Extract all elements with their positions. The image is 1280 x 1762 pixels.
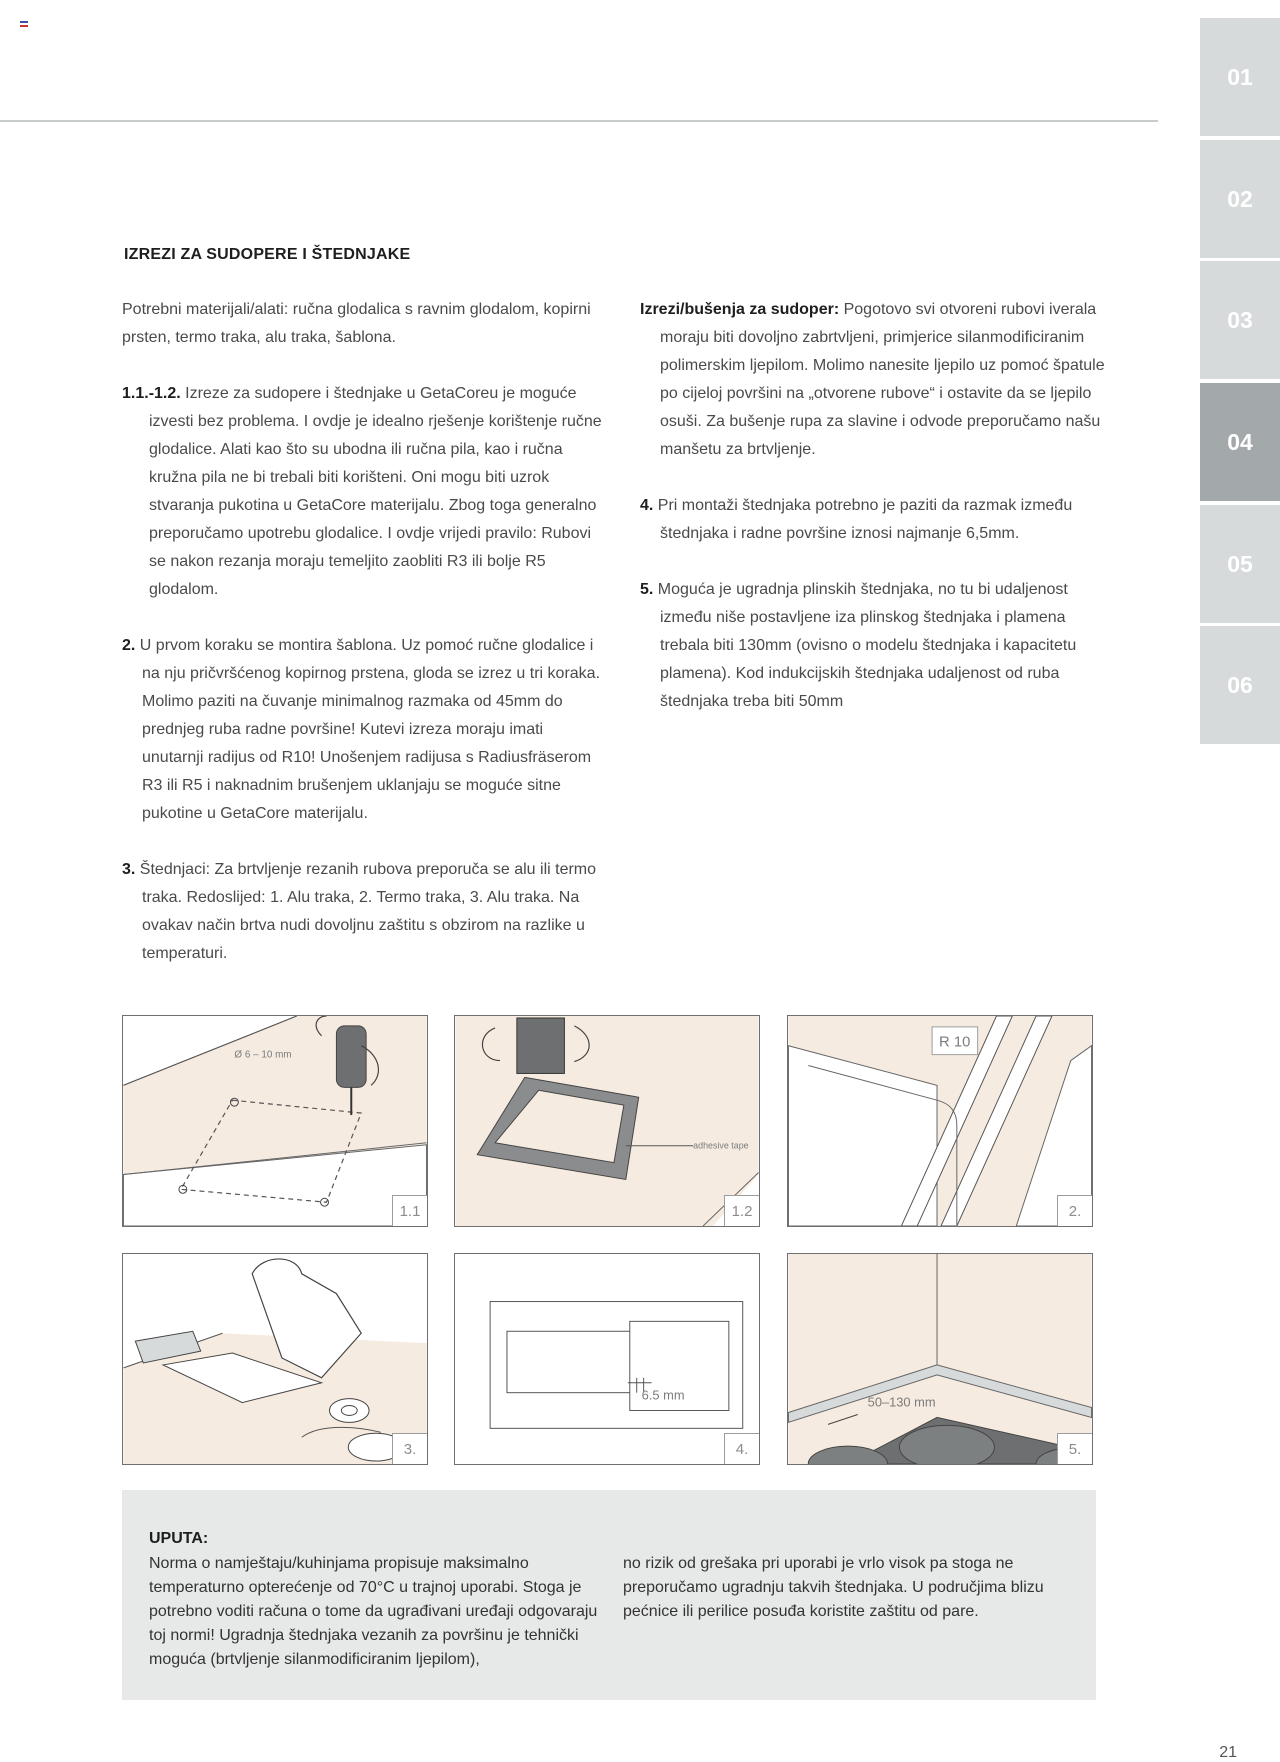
- step-2-number: 2.: [122, 637, 136, 654]
- figure-1-1-drawing: [123, 1016, 427, 1226]
- figure-2-annotation: R 10: [939, 1034, 971, 1051]
- right-column: [640, 296, 1110, 716]
- left-column: [122, 296, 602, 968]
- step-1-text: Izreze za sudopere i štednjake u GetaCoreu je moguće izvesti bez problema. I ovdje je idealno rješenje korištenje ručne glodalice. Alati kao što su ubodna ili ručna pila, kao i ručna kružna pila ne bi trebali biti korišteni. Oni mogu biti uzrok stvaranja pukotina u GetaCore materijalu. Zbog toga generalno preporučamo upotrebu glodalice. I ovdje vrijedi pravilo: Rubovi se nakon rezanja moraju temeljito zaobliti R3 ili bolje R5 glodalom.: [149, 385, 602, 598]
- note-column-2: no rizik od grešaka pri uporabi je vrlo visok pa stoga ne preporučamo ugradnju takvih štednjaka. U područjima blizu pećnice ili perilice posuđa koristite zaštitu od pare.: [623, 1555, 1044, 1620]
- figure-1-1-annotation: Ø 6 – 10 mm: [234, 1049, 292, 1061]
- sink-cutout-title: Izrezi/bušenja za sudoper:: [640, 301, 840, 318]
- figure-5: [787, 1253, 1093, 1465]
- figure-2-label: 2.: [1057, 1195, 1092, 1226]
- tab-04[interactable]: 04: [1200, 383, 1280, 501]
- tab-02[interactable]: 02: [1200, 140, 1280, 258]
- figure-3-label: 3.: [392, 1433, 427, 1464]
- figure-4-annotation: 6.5 mm: [641, 1387, 685, 1403]
- sink-cutout-paragraph: [640, 296, 1110, 464]
- page-number: 21: [1219, 1744, 1237, 1761]
- step-5-number: 5.: [640, 581, 654, 598]
- step-1-paragraph: [122, 380, 602, 604]
- tab-01[interactable]: 01: [1200, 18, 1280, 136]
- header-divider: [0, 120, 1158, 122]
- step-3-paragraph: [122, 856, 602, 968]
- tab-06[interactable]: 06: [1200, 626, 1280, 744]
- intro-paragraph: Potrebni materijali/alati: ručna glodalica s ravnim glodalom, kopirni prsten, termo traka, alu traka, šablona.: [122, 301, 591, 346]
- figure-1-2: [454, 1015, 760, 1227]
- step-1-number: 1.1.-1.2.: [122, 385, 181, 402]
- figure-1-2-drawing: [455, 1016, 759, 1226]
- sink-cutout-text: Pogotovo svi otvoreni rubovi iverala moraju biti dovoljno zabrtvljeni, primjerice silanmodificiranim polimerskim ljepilom. Molimo nanesite ljepilo uz pomoć špatule po cijeloj površini na „otvorene rubove“ i ostavite da se ljepilo osuši. Za bušenje rupa za slavine i odvode preporučamo našu manšetu za brtvljenje.: [660, 301, 1105, 458]
- figure-5-annotation: 50–130 mm: [867, 1394, 936, 1410]
- figure-1-2-label: 1.2: [724, 1195, 759, 1226]
- figure-3: [122, 1253, 428, 1465]
- tab-05[interactable]: 05: [1200, 505, 1280, 623]
- figure-1-1: [122, 1015, 428, 1227]
- tab-03[interactable]: 03: [1200, 261, 1280, 379]
- figure-1-2-annotation: adhesive tape: [693, 1140, 749, 1151]
- step-3-text: Štednjaci: Za brtvljenje rezanih rubova preporuča se alu ili termo traka. Redoslijed: 1. Alu traka, 2. Termo traka, 3. Alu traka. Na ovakav način brtva nudi dovoljnu zaštitu s obzirom na razlike u temperaturi.: [139, 861, 597, 962]
- step-4-number: 4.: [640, 497, 654, 514]
- step-2-text: U prvom koraku se montira šablona. Uz pomoć ručne glodalice i na nju pričvršćenog kopirnog prstena, gloda se izrez u tri koraka. Molimo paziti na čuvanje minimalnog razmaka od 45mm do prednjeg ruba radne površine! Kutevi izreza moraju imati unutarnji radijus od R10! Unošenjem radijusa s Radiusfräserom R3 ili R5 i naknadnim brušenjem uklanjaju se moguće sitne pukotine u GetaCore materijalu.: [139, 637, 601, 822]
- figure-4-drawing: [455, 1254, 759, 1464]
- step-5-paragraph: [640, 576, 1110, 716]
- note-title: UPUTA:: [149, 1530, 209, 1547]
- section-heading: IZREZI ZA SUDOPERE I ŠTEDNJAKE: [124, 246, 411, 263]
- figure-3-drawing: [123, 1254, 427, 1464]
- figure-4: [454, 1253, 760, 1465]
- step-2-paragraph: [122, 632, 602, 828]
- flag-icon: [20, 21, 28, 27]
- figure-2: [787, 1015, 1093, 1227]
- figure-1-1-label: 1.1: [392, 1195, 427, 1226]
- note-column-1: Norma o namještaju/kuhinjama propisuje maksimalno temperaturno opterećenje od 70°C u trajnoj uporabi. Stoga je potrebno voditi računa o tome da ugrađivani uređaji odgovaraju toj normi! Ugradnja štednjaka vezanih za površinu je tehnički moguća (brtvljenje silanmodificiranim ljepilom),: [149, 1555, 598, 1668]
- step-3-number: 3.: [122, 861, 136, 878]
- figure-4-label: 4.: [724, 1433, 759, 1464]
- figure-5-drawing: [788, 1254, 1092, 1464]
- figure-2-drawing: [788, 1016, 1092, 1226]
- note-box: [122, 1490, 1096, 1700]
- step-5-text: Moguća je ugradnja plinskih štednjaka, no tu bi udaljenost između niše postavljene iza plinskog štednjaka i plamena trebala biti 130mm (ovisno o modelu štednjaka i kapacitetu plamena). Kod indukcijskih štednjaka udaljenost od ruba štednjaka treba biti 50mm: [657, 581, 1077, 710]
- step-4-paragraph: [640, 492, 1110, 548]
- step-4-text: Pri montaži štednjaka potrebno je paziti da razmak između štednjaka i radne površine iznosi najmanje 6,5mm.: [657, 497, 1073, 542]
- figure-5-label: 5.: [1057, 1433, 1092, 1464]
